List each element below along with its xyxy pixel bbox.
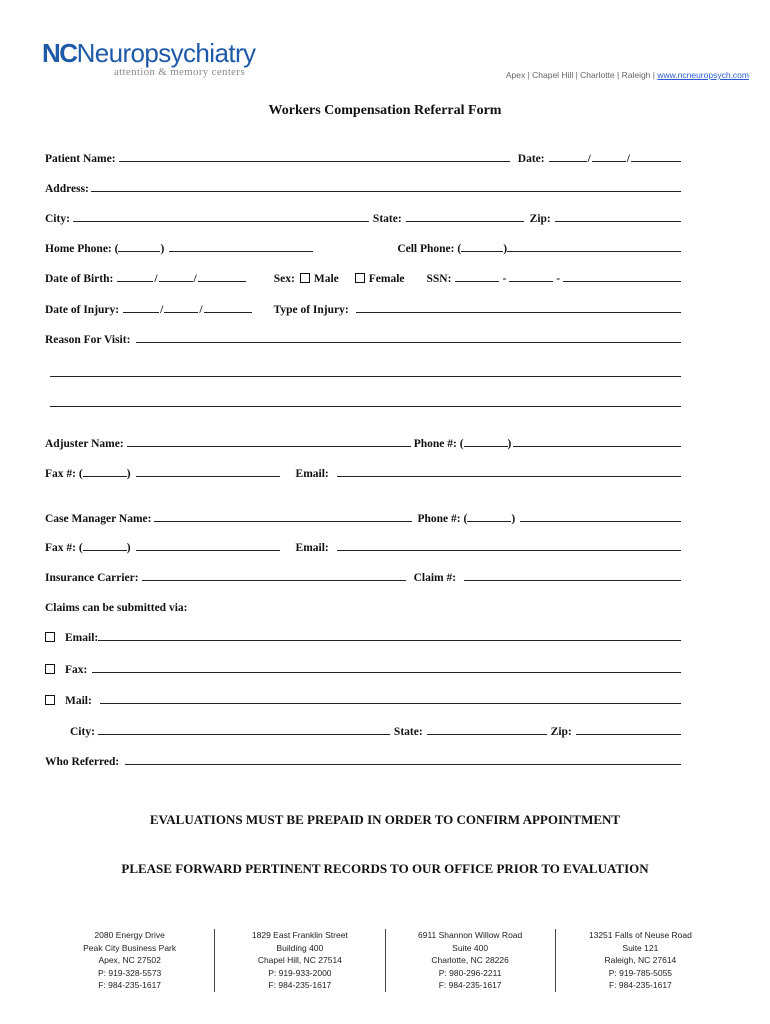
label-date-of-injury: Date of Injury: <box>45 304 120 316</box>
case-manager-phone-close-paren: ) <box>511 513 516 525</box>
office-phone: P: 919-785-5055 <box>608 967 673 978</box>
dob-year-field[interactable] <box>198 281 246 282</box>
patient-name-field[interactable] <box>119 161 510 162</box>
label-cell-phone: Cell Phone: ( <box>397 243 462 255</box>
label-insurance-carrier: Insurance Carrier: <box>45 572 139 584</box>
label-address: Address: <box>45 183 89 195</box>
dob-slash-1: / <box>154 273 158 285</box>
claims-email-field[interactable] <box>98 640 681 641</box>
state-field[interactable] <box>406 221 524 222</box>
row-claims-mail <box>45 689 681 707</box>
row-reason <box>45 328 681 346</box>
label-claims-zip: Zip: <box>550 726 572 738</box>
logo <box>42 38 255 78</box>
row-who-referred <box>45 750 681 768</box>
adjuster-email-field[interactable] <box>337 476 681 477</box>
ssn-part1-field[interactable] <box>455 281 499 282</box>
label-patient-name: Patient Name: <box>45 153 116 165</box>
label-city: City: <box>45 213 70 225</box>
reason-field-2[interactable] <box>50 376 681 377</box>
label-date: Date: <box>517 153 545 165</box>
date-slash-1: / <box>587 153 591 165</box>
office-fax: F: 984-235-1617 <box>98 980 162 990</box>
row-reason-2 <box>50 362 681 380</box>
label-type-of-injury: Type of Injury: <box>273 304 349 316</box>
claims-mail-checkbox[interactable] <box>45 695 55 705</box>
label-reason-for-visit: Reason For Visit: <box>45 334 131 346</box>
label-claims-submitted: Claims can be submitted via: <box>45 602 188 614</box>
office-address-line3: Charlotte, NC 28226 <box>431 955 509 965</box>
male-checkbox[interactable] <box>300 273 310 283</box>
row-claims-email <box>45 626 681 644</box>
locations-line <box>506 70 749 80</box>
date-month-field[interactable] <box>549 161 587 162</box>
office-address-line2: Suite 400 <box>452 942 489 953</box>
case-manager-email-field[interactable] <box>337 550 681 551</box>
office-fax: F: 984-235-1617 <box>438 980 502 990</box>
case-manager-phone-area-field[interactable] <box>467 521 511 522</box>
zip-field[interactable] <box>555 221 681 222</box>
office-address-line3: Chapel Hill, NC 27514 <box>257 955 342 965</box>
adjuster-phone-close-paren: ) <box>507 438 512 450</box>
row-claims-fax <box>45 658 681 676</box>
office-address-line3: Apex, NC 27502 <box>98 955 161 965</box>
female-checkbox[interactable] <box>355 273 365 283</box>
reason-field-1[interactable] <box>136 342 681 343</box>
row-dob <box>45 267 681 285</box>
ssn-part2-field[interactable] <box>509 281 553 282</box>
dob-day-field[interactable] <box>159 281 193 282</box>
label-home-phone: Home Phone: ( <box>45 243 119 255</box>
notice-prepaid: EVALUATIONS MUST BE PREPAID IN ORDER TO CONFIRM APPOINTMENT <box>149 812 621 827</box>
office-address-line2: Building 400 <box>276 942 324 953</box>
dob-month-field[interactable] <box>117 281 153 282</box>
claims-state-field[interactable] <box>427 734 547 735</box>
label-claims-state: State: <box>393 726 423 738</box>
ssn-part3-field[interactable] <box>563 281 681 282</box>
home-phone-field[interactable] <box>169 251 313 252</box>
label-sex: Sex: <box>273 273 295 285</box>
office-address-line3: Raleigh, NC 27614 <box>604 955 677 965</box>
row-case-manager-fax <box>45 536 681 554</box>
label-female: Female <box>368 273 405 285</box>
label-adjuster-fax: Fax #: ( <box>45 468 83 480</box>
claims-fax-checkbox[interactable] <box>45 664 55 674</box>
label-who-referred: Who Referred: <box>45 756 120 768</box>
insurance-carrier-field[interactable] <box>142 580 406 581</box>
label-adjuster-email: Email: <box>295 468 329 480</box>
row-patient-name <box>45 147 681 165</box>
website-link[interactable]: www.ncneuropsych.com <box>657 70 749 80</box>
date-day-field[interactable] <box>592 161 626 162</box>
injury-slash-1: / <box>160 304 164 316</box>
adjuster-name-field[interactable] <box>127 446 411 447</box>
label-dob: Date of Birth: <box>45 273 114 285</box>
date-year-field[interactable] <box>631 161 681 162</box>
claims-zip-field[interactable] <box>576 734 681 735</box>
office-phone: P: 919-933-2000 <box>268 967 332 978</box>
office-phone: P: 980-296-2211 <box>438 967 502 978</box>
claims-mail-field[interactable] <box>100 703 681 704</box>
label-claims-fax: Fax: <box>65 664 88 676</box>
case-manager-fax-area-field[interactable] <box>83 550 127 551</box>
dob-slash-2: / <box>193 273 197 285</box>
form-title: Workers Compensation Referral Form <box>268 103 502 118</box>
reason-field-3[interactable] <box>50 406 681 407</box>
case-manager-phone-field[interactable] <box>520 521 681 522</box>
office-apex <box>45 929 214 992</box>
logo-nc: NC <box>42 38 77 68</box>
who-referred-field[interactable] <box>125 764 681 765</box>
adjuster-fax-close-paren: ) <box>126 468 131 480</box>
cell-phone-area-field[interactable] <box>461 251 503 252</box>
adjuster-fax-area-field[interactable] <box>83 476 127 477</box>
row-reason-3 <box>50 392 681 410</box>
claims-fax-field[interactable] <box>92 672 681 673</box>
row-phones <box>45 237 681 255</box>
row-case-manager <box>45 507 681 525</box>
logo-tagline: attention & memory centers <box>114 66 245 78</box>
footer-offices <box>45 929 725 992</box>
case-manager-fax-field[interactable] <box>136 550 280 551</box>
home-phone-close-paren: ) <box>160 243 165 255</box>
row-claims-city <box>70 720 681 738</box>
cell-phone-close-paren: ) <box>503 243 508 255</box>
injury-day-field[interactable] <box>164 312 198 313</box>
label-claims-city: City: <box>70 726 95 738</box>
office-raleigh <box>555 929 725 992</box>
claim-number-field[interactable] <box>464 580 681 581</box>
label-claims-mail: Mail: <box>65 695 92 707</box>
label-case-manager-fax: Fax #: ( <box>45 542 83 554</box>
adjuster-phone-field[interactable] <box>513 446 681 447</box>
ssn-dash-2: - <box>556 273 561 285</box>
label-adjuster-phone: Phone #: ( <box>413 438 464 450</box>
label-adjuster-name: Adjuster Name: <box>45 438 124 450</box>
row-claims-heading <box>45 596 681 614</box>
logo-wordmark <box>42 38 255 68</box>
label-ssn: SSN: <box>426 273 452 285</box>
row-injury <box>45 298 681 316</box>
case-manager-name-field[interactable] <box>154 521 412 522</box>
office-address-line2: Suite 121 <box>622 942 659 953</box>
claims-email-checkbox[interactable] <box>45 632 55 642</box>
office-address-line1: 1829 East Franklin Street <box>251 930 348 940</box>
city-field[interactable] <box>73 221 369 222</box>
label-case-manager-email: Email: <box>295 542 329 554</box>
ssn-dash-1: - <box>502 273 507 285</box>
label-claims-email: Email: <box>65 632 99 644</box>
logo-name: Neuropsychiatry <box>76 38 256 68</box>
row-adjuster-fax <box>45 462 681 480</box>
type-of-injury-field[interactable] <box>356 312 681 313</box>
date-slash-2: / <box>626 153 630 165</box>
injury-month-field[interactable] <box>123 312 159 313</box>
office-phone: P: 919-328-5573 <box>97 967 162 978</box>
office-charlotte <box>385 929 555 992</box>
office-fax: F: 984-235-1617 <box>608 980 672 990</box>
case-manager-fax-close-paren: ) <box>126 542 131 554</box>
label-male: Male <box>313 273 339 285</box>
home-phone-area-field[interactable] <box>118 251 160 252</box>
label-zip: Zip: <box>529 213 551 225</box>
office-address-line1: 6911 Shannon Willow Road <box>417 930 523 940</box>
row-city <box>45 207 681 225</box>
office-fax: F: 984-235-1617 <box>268 980 332 990</box>
office-address-line1: 13251 Falls of Neuse Road <box>588 930 692 940</box>
claims-city-field[interactable] <box>98 734 390 735</box>
office-address-line1: 2080 Energy Drive <box>94 930 165 940</box>
row-address <box>45 177 681 195</box>
notice-records: PLEASE FORWARD PERTINENT RECORDS TO OUR OFFICE PRIOR TO EVALUATION <box>121 861 649 876</box>
label-case-manager-phone: Phone #: ( <box>417 513 468 525</box>
adjuster-fax-field[interactable] <box>136 476 280 477</box>
label-case-manager-name: Case Manager Name: <box>45 513 152 525</box>
locations-text: Apex | Chapel Hill | Charlotte | Raleigh | <box>505 70 658 80</box>
office-address-line2: Peak City Business Park <box>83 942 177 953</box>
row-adjuster <box>45 432 681 450</box>
office-chapel-hill <box>214 929 384 992</box>
injury-year-field[interactable] <box>204 312 252 313</box>
address-field[interactable] <box>91 191 681 192</box>
label-state: State: <box>372 213 402 225</box>
cell-phone-field[interactable] <box>507 251 681 252</box>
injury-slash-2: / <box>199 304 203 316</box>
label-claim-number: Claim #: <box>413 572 457 584</box>
row-insurance <box>45 566 681 584</box>
adjuster-phone-area-field[interactable] <box>464 446 508 447</box>
